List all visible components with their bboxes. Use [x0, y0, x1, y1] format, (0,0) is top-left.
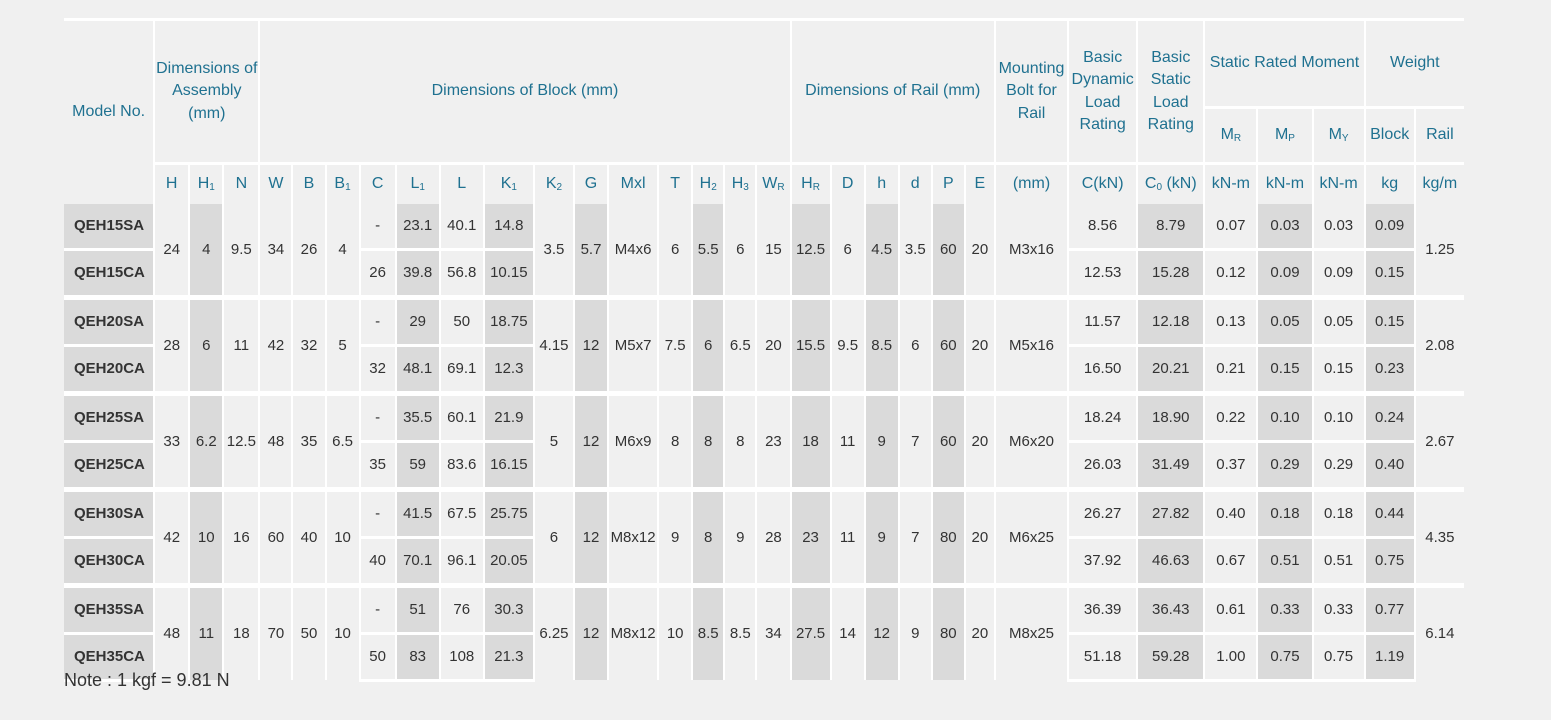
- cell-kgb: 0.44: [1365, 489, 1415, 537]
- col-N: N: [223, 164, 259, 204]
- cell-HR: 18: [791, 393, 831, 489]
- cell-K1: 21.9: [484, 393, 534, 441]
- cell-C0: 15.28: [1137, 249, 1204, 297]
- cell-H2: 8: [692, 489, 724, 585]
- cell-P: 60: [932, 393, 965, 489]
- cell-W: 60: [259, 489, 292, 585]
- cell-G: 5.7: [574, 204, 608, 298]
- cell-H: 42: [154, 489, 189, 585]
- cell-bolt: M8x25: [995, 585, 1068, 680]
- col-my-unit: kN-m: [1313, 164, 1365, 204]
- cell-MR: 0.22: [1204, 393, 1257, 441]
- cell-MR: 0.07: [1204, 204, 1257, 250]
- cell-H3: 6: [724, 204, 756, 298]
- cell-L: 50: [440, 297, 484, 345]
- col-B: B: [292, 164, 325, 204]
- col-WR: $W_R$: [756, 164, 790, 204]
- cell-MY: 0.75: [1313, 633, 1365, 680]
- cell-G: 12: [574, 393, 608, 489]
- cell-H1: 10: [189, 489, 223, 585]
- cell-Cd: 11.57: [1068, 297, 1137, 345]
- cell-H2: 8: [692, 393, 724, 489]
- cell-K2: 5: [534, 393, 574, 489]
- cell-Mxl: M5x7: [608, 297, 658, 393]
- cell-H1: 6.2: [189, 393, 223, 489]
- cell-kgb: 0.23: [1365, 345, 1415, 393]
- cell-h: 4.5: [865, 204, 899, 298]
- model-cell: QEH15SA: [64, 204, 154, 250]
- cell-W: 42: [259, 297, 292, 393]
- cell-MP: 0.75: [1257, 633, 1312, 680]
- cell-HR: 15.5: [791, 297, 831, 393]
- cell-Mxl: M8x12: [608, 585, 658, 680]
- cell-L: 56.8: [440, 249, 484, 297]
- cell-N: 18: [223, 585, 259, 680]
- model-cell: QEH35CA: [64, 633, 154, 680]
- cell-K1: 20.05: [484, 537, 534, 585]
- header-dynamic-load: Basic Dynamic Load Rating: [1068, 20, 1137, 164]
- cell-L1: 41.5: [396, 489, 440, 537]
- cell-MY: 0.03: [1313, 204, 1365, 250]
- cell-C0: 59.28: [1137, 633, 1204, 680]
- cell-L: 69.1: [440, 345, 484, 393]
- cell-N: 12.5: [223, 393, 259, 489]
- cell-W: 48: [259, 393, 292, 489]
- cell-H: 28: [154, 297, 189, 393]
- cell-MY: 0.09: [1313, 249, 1365, 297]
- cell-B1: 10: [326, 585, 360, 680]
- cell-K1: 30.3: [484, 585, 534, 633]
- model-cell: QEH20CA: [64, 345, 154, 393]
- cell-L: 76: [440, 585, 484, 633]
- model-cell: QEH15CA: [64, 249, 154, 297]
- col-c0-unit: $C_0$ (kN): [1137, 164, 1204, 204]
- header-model: Model No.: [64, 20, 154, 204]
- cell-B1: 4: [326, 204, 360, 298]
- cell-C: -: [360, 204, 396, 250]
- cell-kgb: 0.40: [1365, 441, 1415, 489]
- cell-Cd: 8.56: [1068, 204, 1137, 250]
- cell-C: 50: [360, 633, 396, 680]
- cell-d: 9: [899, 585, 932, 680]
- header-mp: $M_P$: [1257, 108, 1312, 164]
- cell-H3: 9: [724, 489, 756, 585]
- cell-K2: 4.15: [534, 297, 574, 393]
- cell-L: 60.1: [440, 393, 484, 441]
- cell-D: 11: [831, 393, 865, 489]
- col-B1: $B_1$: [326, 164, 360, 204]
- cell-Mxl: M4x6: [608, 204, 658, 298]
- cell-MR: 0.37: [1204, 441, 1257, 489]
- cell-C: 40: [360, 537, 396, 585]
- model-cell: QEH30CA: [64, 537, 154, 585]
- cell-H1: 11: [189, 585, 223, 680]
- col-L: L: [440, 164, 484, 204]
- col-H: H: [154, 164, 189, 204]
- cell-Cd: 26.03: [1068, 441, 1137, 489]
- cell-N: 16: [223, 489, 259, 585]
- model-cell: QEH20SA: [64, 297, 154, 345]
- col-P: P: [932, 164, 965, 204]
- cell-P: 80: [932, 585, 965, 680]
- cell-MP: 0.18: [1257, 489, 1312, 537]
- header-rail: Dimensions of Rail (mm): [791, 20, 995, 164]
- cell-H2: 6: [692, 297, 724, 393]
- cell-D: 11: [831, 489, 865, 585]
- cell-MP: 0.33: [1257, 585, 1312, 633]
- col-H3: $H_3$: [724, 164, 756, 204]
- cell-N: 9.5: [223, 204, 259, 298]
- cell-H: 48: [154, 585, 189, 680]
- cell-MY: 0.15: [1313, 345, 1365, 393]
- col-T: T: [658, 164, 692, 204]
- cell-K1: 14.8: [484, 204, 534, 250]
- cell-B: 35: [292, 393, 325, 489]
- cell-H3: 8: [724, 393, 756, 489]
- cell-H3: 6.5: [724, 297, 756, 393]
- cell-kgr: 4.35: [1415, 489, 1464, 585]
- header-weight: Weight: [1365, 20, 1464, 108]
- col-C: C: [360, 164, 396, 204]
- header-block-weight: Block: [1365, 108, 1415, 164]
- model-cell: QEH35SA: [64, 585, 154, 633]
- cell-D: 9.5: [831, 297, 865, 393]
- cell-MR: 0.40: [1204, 489, 1257, 537]
- cell-kgb: 0.24: [1365, 393, 1415, 441]
- col-H1: $H_1$: [189, 164, 223, 204]
- cell-HR: 27.5: [791, 585, 831, 680]
- cell-MP: 0.15: [1257, 345, 1312, 393]
- col-D: D: [831, 164, 865, 204]
- header-my: $M_Y$: [1313, 108, 1365, 164]
- cell-K1: 10.15: [484, 249, 534, 297]
- cell-G: 12: [574, 489, 608, 585]
- cell-MY: 0.05: [1313, 297, 1365, 345]
- cell-Cd: 12.53: [1068, 249, 1137, 297]
- cell-h: 9: [865, 393, 899, 489]
- footnote: Note : 1 kgf = 9.81 N: [64, 670, 230, 690]
- cell-h: 9: [865, 489, 899, 585]
- cell-d: 6: [899, 297, 932, 393]
- cell-P: 60: [932, 204, 965, 298]
- cell-MP: 0.05: [1257, 297, 1312, 345]
- cell-L1: 70.1: [396, 537, 440, 585]
- cell-D: 6: [831, 204, 865, 298]
- cell-kgb: 0.77: [1365, 585, 1415, 633]
- cell-T: 6: [658, 204, 692, 298]
- cell-G: 12: [574, 297, 608, 393]
- cell-C: 26: [360, 249, 396, 297]
- cell-bolt: M6x25: [995, 489, 1068, 585]
- cell-C0: 31.49: [1137, 441, 1204, 489]
- col-W: W: [259, 164, 292, 204]
- cell-K2: 3.5: [534, 204, 574, 298]
- cell-C: -: [360, 585, 396, 633]
- cell-WR: 23: [756, 393, 790, 489]
- cell-kgb: 0.75: [1365, 537, 1415, 585]
- cell-MY: 0.18: [1313, 489, 1365, 537]
- cell-E: 20: [965, 204, 995, 298]
- cell-H2: 5.5: [692, 204, 724, 298]
- cell-C0: 27.82: [1137, 489, 1204, 537]
- cell-L: 96.1: [440, 537, 484, 585]
- cell-E: 20: [965, 297, 995, 393]
- cell-L1: 51: [396, 585, 440, 633]
- cell-C0: 36.43: [1137, 585, 1204, 633]
- cell-L: 67.5: [440, 489, 484, 537]
- model-cell: QEH25CA: [64, 441, 154, 489]
- cell-L: 83.6: [440, 441, 484, 489]
- col-bolt-unit: (mm): [995, 164, 1068, 204]
- header-static-moment: Static Rated Moment: [1204, 20, 1364, 108]
- cell-C0: 20.21: [1137, 345, 1204, 393]
- cell-kgr: 2.67: [1415, 393, 1464, 489]
- cell-B: 50: [292, 585, 325, 680]
- cell-L1: 29: [396, 297, 440, 345]
- cell-L: 40.1: [440, 204, 484, 250]
- cell-bolt: M6x20: [995, 393, 1068, 489]
- cell-T: 8: [658, 393, 692, 489]
- col-K2: $K_2$: [534, 164, 574, 204]
- cell-kgr: 2.08: [1415, 297, 1464, 393]
- cell-h: 8.5: [865, 297, 899, 393]
- cell-d: 7: [899, 393, 932, 489]
- cell-d: 3.5: [899, 204, 932, 298]
- cell-D: 14: [831, 585, 865, 680]
- table-row: [64, 204, 1464, 250]
- cell-L1: 23.1: [396, 204, 440, 250]
- header-assembly: Dimensions of Assembly (mm): [154, 20, 259, 164]
- col-kgm-unit: kg/m: [1415, 164, 1464, 204]
- cell-K2: 6.25: [534, 585, 574, 680]
- col-H2: $H_2$: [692, 164, 724, 204]
- cell-Cd: 37.92: [1068, 537, 1137, 585]
- cell-C: -: [360, 393, 396, 441]
- cell-T: 10: [658, 585, 692, 680]
- header-bolt: Mounting Bolt for Rail: [995, 20, 1068, 164]
- table-body: [64, 204, 1464, 681]
- cell-K1: 12.3: [484, 345, 534, 393]
- cell-C0: 18.90: [1137, 393, 1204, 441]
- cell-bolt: M5x16: [995, 297, 1068, 393]
- cell-MR: 0.61: [1204, 585, 1257, 633]
- cell-bolt: M3x16: [995, 204, 1068, 298]
- cell-C: 32: [360, 345, 396, 393]
- cell-W: 70: [259, 585, 292, 680]
- cell-MP: 0.29: [1257, 441, 1312, 489]
- col-L1: $L_1$: [396, 164, 440, 204]
- cell-K2: 6: [534, 489, 574, 585]
- col-h: h: [865, 164, 899, 204]
- cell-d: 7: [899, 489, 932, 585]
- cell-MY: 0.51: [1313, 537, 1365, 585]
- cell-L1: 39.8: [396, 249, 440, 297]
- cell-C: 35: [360, 441, 396, 489]
- cell-L1: 48.1: [396, 345, 440, 393]
- cell-B1: 6.5: [326, 393, 360, 489]
- cell-WR: 34: [756, 585, 790, 680]
- cell-B: 32: [292, 297, 325, 393]
- cell-kgr: 1.25: [1415, 204, 1464, 298]
- col-mp-unit: kN-m: [1257, 164, 1312, 204]
- col-E: E: [965, 164, 995, 204]
- cell-Mxl: M8x12: [608, 489, 658, 585]
- cell-C0: 46.63: [1137, 537, 1204, 585]
- cell-HR: 12.5: [791, 204, 831, 298]
- cell-H2: 8.5: [692, 585, 724, 680]
- cell-kgr: 6.14: [1415, 585, 1464, 680]
- cell-MY: 0.33: [1313, 585, 1365, 633]
- header-static-load: Basic Static Load Rating: [1137, 20, 1204, 164]
- cell-K1: 21.3: [484, 633, 534, 680]
- cell-C0: 12.18: [1137, 297, 1204, 345]
- cell-MR: 0.13: [1204, 297, 1257, 345]
- table-row: [64, 585, 1464, 633]
- cell-B1: 5: [326, 297, 360, 393]
- cell-B: 40: [292, 489, 325, 585]
- cell-K1: 25.75: [484, 489, 534, 537]
- cell-MR: 1.00: [1204, 633, 1257, 680]
- table-row: [64, 489, 1464, 537]
- cell-W: 34: [259, 204, 292, 298]
- cell-K1: 18.75: [484, 297, 534, 345]
- table-row: [64, 393, 1464, 441]
- cell-MP: 0.51: [1257, 537, 1312, 585]
- cell-H1: 4: [189, 204, 223, 298]
- cell-Cd: 26.27: [1068, 489, 1137, 537]
- cell-MR: 0.67: [1204, 537, 1257, 585]
- table-row: [64, 297, 1464, 345]
- cell-C: -: [360, 297, 396, 345]
- col-mr-unit: kN-m: [1204, 164, 1257, 204]
- cell-L1: 59: [396, 441, 440, 489]
- cell-H: 33: [154, 393, 189, 489]
- header-mr: $M_R$: [1204, 108, 1257, 164]
- cell-WR: 28: [756, 489, 790, 585]
- col-Mxl: Mxl: [608, 164, 658, 204]
- cell-K1: 16.15: [484, 441, 534, 489]
- cell-E: 20: [965, 585, 995, 680]
- cell-C0: 8.79: [1137, 204, 1204, 250]
- cell-L1: 83: [396, 633, 440, 680]
- cell-h: 12: [865, 585, 899, 680]
- cell-H3: 8.5: [724, 585, 756, 680]
- cell-L1: 35.5: [396, 393, 440, 441]
- cell-P: 80: [932, 489, 965, 585]
- cell-L: 108: [440, 633, 484, 680]
- cell-T: 9: [658, 489, 692, 585]
- cell-kgb: 0.15: [1365, 297, 1415, 345]
- cell-Cd: 18.24: [1068, 393, 1137, 441]
- cell-H: 24: [154, 204, 189, 298]
- header-rail-weight: Rail: [1415, 108, 1464, 164]
- cell-WR: 20: [756, 297, 790, 393]
- model-cell: QEH25SA: [64, 393, 154, 441]
- cell-Cd: 36.39: [1068, 585, 1137, 633]
- cell-H1: 6: [189, 297, 223, 393]
- cell-MP: 0.10: [1257, 393, 1312, 441]
- cell-WR: 15: [756, 204, 790, 298]
- cell-G: 12: [574, 585, 608, 680]
- cell-T: 7.5: [658, 297, 692, 393]
- col-HR: $H_R$: [791, 164, 831, 204]
- header-block: Dimensions of Block (mm): [259, 20, 790, 164]
- cell-MP: 0.09: [1257, 249, 1312, 297]
- cell-C: -: [360, 489, 396, 537]
- cell-N: 11: [223, 297, 259, 393]
- col-d: d: [899, 164, 932, 204]
- cell-Cd: 51.18: [1068, 633, 1137, 680]
- cell-kgb: 0.15: [1365, 249, 1415, 297]
- col-c-unit: C(kN): [1068, 164, 1137, 204]
- spec-table: [64, 18, 1464, 682]
- cell-MP: 0.03: [1257, 204, 1312, 250]
- cell-Mxl: M6x9: [608, 393, 658, 489]
- model-cell: QEH30SA: [64, 489, 154, 537]
- col-K1: $K_1$: [484, 164, 534, 204]
- cell-HR: 23: [791, 489, 831, 585]
- cell-P: 60: [932, 297, 965, 393]
- col-G: G: [574, 164, 608, 204]
- cell-Cd: 16.50: [1068, 345, 1137, 393]
- cell-kgb: 1.19: [1365, 633, 1415, 680]
- cell-E: 20: [965, 489, 995, 585]
- cell-kgb: 0.09: [1365, 204, 1415, 250]
- cell-B1: 10: [326, 489, 360, 585]
- cell-E: 20: [965, 393, 995, 489]
- cell-MY: 0.10: [1313, 393, 1365, 441]
- col-kg-unit: kg: [1365, 164, 1415, 204]
- cell-MR: 0.21: [1204, 345, 1257, 393]
- cell-MR: 0.12: [1204, 249, 1257, 297]
- cell-MY: 0.29: [1313, 441, 1365, 489]
- cell-B: 26: [292, 204, 325, 298]
